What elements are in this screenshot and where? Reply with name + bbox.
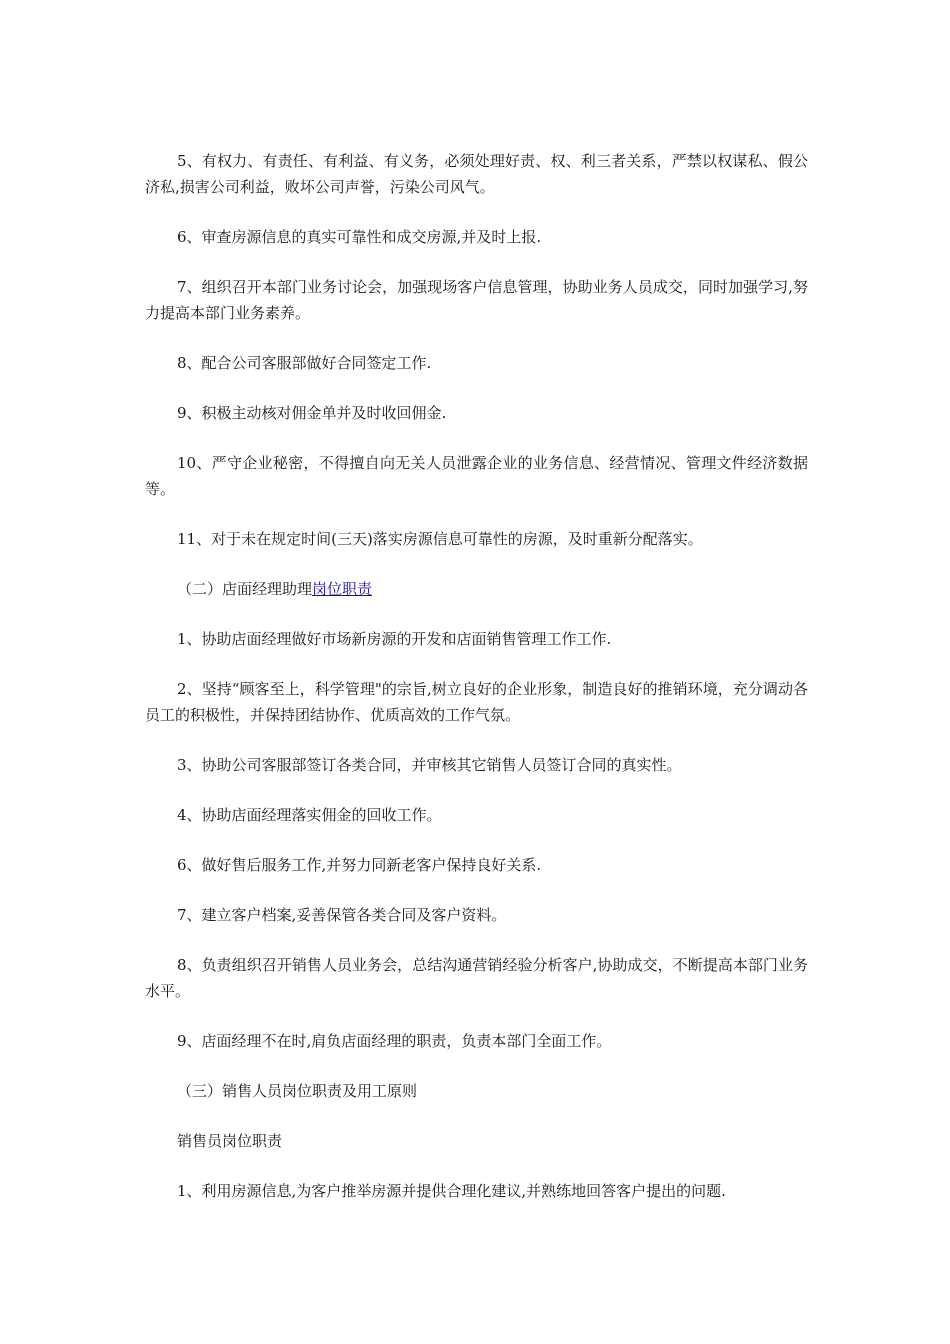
- section-heading-prefix: （二）店面经理助理: [177, 580, 313, 598]
- job-duties-link[interactable]: 岗位职责: [312, 580, 373, 598]
- paragraph-item-9: 9、积极主动核对佣金单并及时收回佣金.: [177, 404, 447, 422]
- document-page: [145, 148, 808, 1228]
- assistant-item-2: 2、坚持“顾客至上，科学管理"的宗旨,树立良好的企业形象，制造良好的推销环境，充分调动各员工的积极性，并保持团结协作、优质高效的工作气氛。: [145, 680, 808, 724]
- section-heading-sales-staff: （三）销售人员岗位职责及用工原则: [177, 1082, 418, 1100]
- paragraph-item-6: 6、审查房源信息的真实可靠性和成交房源,并及时上报.: [177, 228, 542, 246]
- sales-item-1: 1、利用房源信息,为客户推举房源并提供合理化建议,并熟练地回答客户提出的问题.: [177, 1182, 726, 1200]
- paragraph-item-7: 7、组织召开本部门业务讨论会，加强现场客户信息管理，协助业务人员成交，同时加强学习,努力提高本部门业务素养。: [145, 278, 808, 322]
- section-heading-store-manager-assistant: [145, 576, 808, 602]
- assistant-item-8: 8、负责组织召开销售人员业务会，总结沟通营销经验分析客户,协助成交，不断提高本部门业务水平。: [145, 956, 808, 1000]
- paragraph-item-11: 11、对于未在规定时间(三天)落实房源信息可靠性的房源，及时重新分配落实。: [177, 530, 703, 548]
- assistant-item-9: 9、店面经理不在时,肩负店面经理的职责，负责本部门全面工作。: [177, 1032, 612, 1050]
- assistant-item-7: 7、建立客户档案,妥善保管各类合同及客户资料。: [177, 906, 507, 924]
- paragraph-item-8: 8、配合公司客服部做好合同签定工作.: [177, 354, 432, 372]
- paragraph-item-5: 5、有权力、有责任、有利益、有义务，必须处理好责、权、利三者关系，严禁以权谋私、假公济私,损害公司利益，败坏公司声誉，污染公司风气。: [145, 152, 808, 196]
- assistant-item-4: 4、协助店面经理落实佣金的回收工作。: [177, 806, 442, 824]
- paragraph-item-10: 10、严守企业秘密，不得擅自向无关人员泄露企业的业务信息、经营情况、管理文件经济数据等。: [145, 454, 808, 498]
- subheading-sales-duties: 销售员岗位职责: [177, 1132, 283, 1150]
- assistant-item-3: 3、协助公司客服部签订各类合同，并审核其它销售人员签订合同的真实性。: [177, 756, 682, 774]
- assistant-item-1: 1、协助店面经理做好市场新房源的开发和店面销售管理工作工作.: [177, 630, 612, 648]
- assistant-item-6: 6、做好售后服务工作,并努力同新老客户保持良好关系.: [177, 856, 542, 874]
